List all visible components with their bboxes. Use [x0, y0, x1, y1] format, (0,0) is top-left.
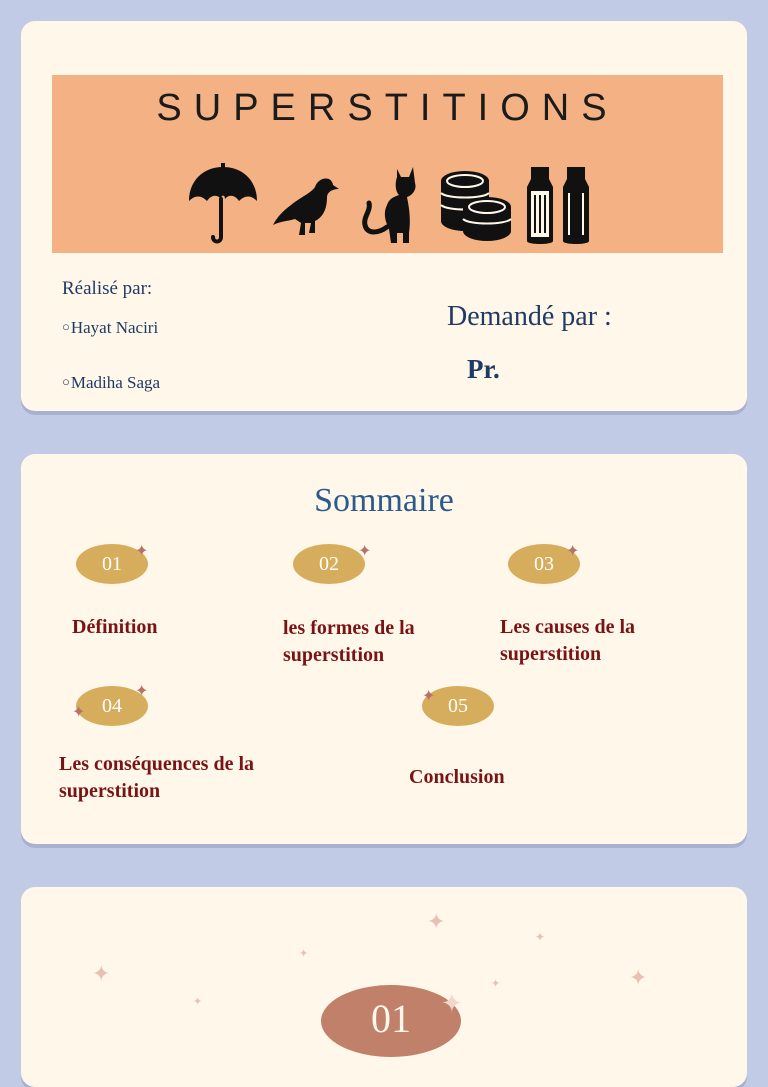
sommaire-item-conclusion[interactable] [409, 764, 505, 791]
salt-shaker-icon [523, 163, 557, 247]
section-number-badge: 01 [321, 985, 461, 1057]
cover-slide [21, 21, 747, 411]
sparkle-icon: ✦ [135, 543, 149, 560]
star-icon: ✦ [427, 909, 446, 934]
author-2 [62, 373, 160, 393]
item-label-line: Définition [72, 616, 158, 638]
section-number-03[interactable]: 03 [508, 544, 580, 584]
sommaire-item-causes[interactable] [500, 614, 635, 668]
star-icon: ✦ [629, 965, 648, 990]
section-01-slide [21, 887, 747, 1087]
demande-par-label: Demandé par : [447, 301, 612, 332]
star-icon: ✦ [441, 989, 463, 1018]
star-icon: ✦ [193, 996, 203, 1008]
author-name: Hayat Naciri [70, 318, 159, 337]
pepper-shaker-icon [559, 163, 593, 247]
item-label-line: superstition [283, 644, 385, 666]
sparkle-icon: ✦ [72, 704, 86, 721]
sommaire-slide [21, 454, 747, 844]
star-icon: ✦ [92, 961, 111, 986]
bullet-icon: ○ [62, 319, 70, 334]
item-label-line: Les causes de la [500, 616, 635, 638]
star-icon: ✦ [491, 978, 501, 990]
realise-par-label: Réalisé par: [62, 278, 153, 299]
black-cat-icon [359, 163, 419, 247]
sommaire-item-formes[interactable] [283, 615, 415, 669]
sommaire-item-definition[interactable] [72, 614, 158, 641]
crow-icon [271, 173, 343, 241]
title-banner [52, 75, 723, 253]
star-icon: ✦ [299, 948, 309, 960]
section-number-05[interactable]: 05 [422, 686, 494, 726]
item-label-line: superstition [500, 643, 602, 665]
professor-name: Pr. [467, 354, 500, 384]
section-number-04[interactable]: 04 [76, 686, 148, 726]
item-label-line: les formes de la [283, 617, 415, 639]
item-label-line: Les conséquences de la [59, 753, 254, 775]
sparkle-icon: ✦ [566, 543, 580, 560]
bullet-icon: ○ [62, 374, 70, 389]
umbrella-icon [187, 163, 259, 247]
sparkle-icon: ✦ [135, 683, 149, 700]
section-number-02[interactable]: 02 [293, 544, 365, 584]
author-name: Madiha Saga [70, 373, 161, 392]
sparkle-icon: ✦ [422, 688, 436, 705]
sommaire-item-consequences[interactable] [59, 751, 254, 805]
author-1 [62, 318, 158, 338]
item-label-line: Conclusion [409, 766, 505, 788]
sommaire-title: Sommaire [314, 482, 454, 519]
star-icon: ✦ [535, 930, 546, 944]
section-number-01[interactable]: 01 [76, 544, 148, 584]
item-label-line: superstition [59, 780, 161, 802]
coins-icon [437, 169, 515, 245]
page-title: SUPERSTITIONS [156, 87, 619, 129]
sparkle-icon: ✦ [358, 543, 372, 560]
